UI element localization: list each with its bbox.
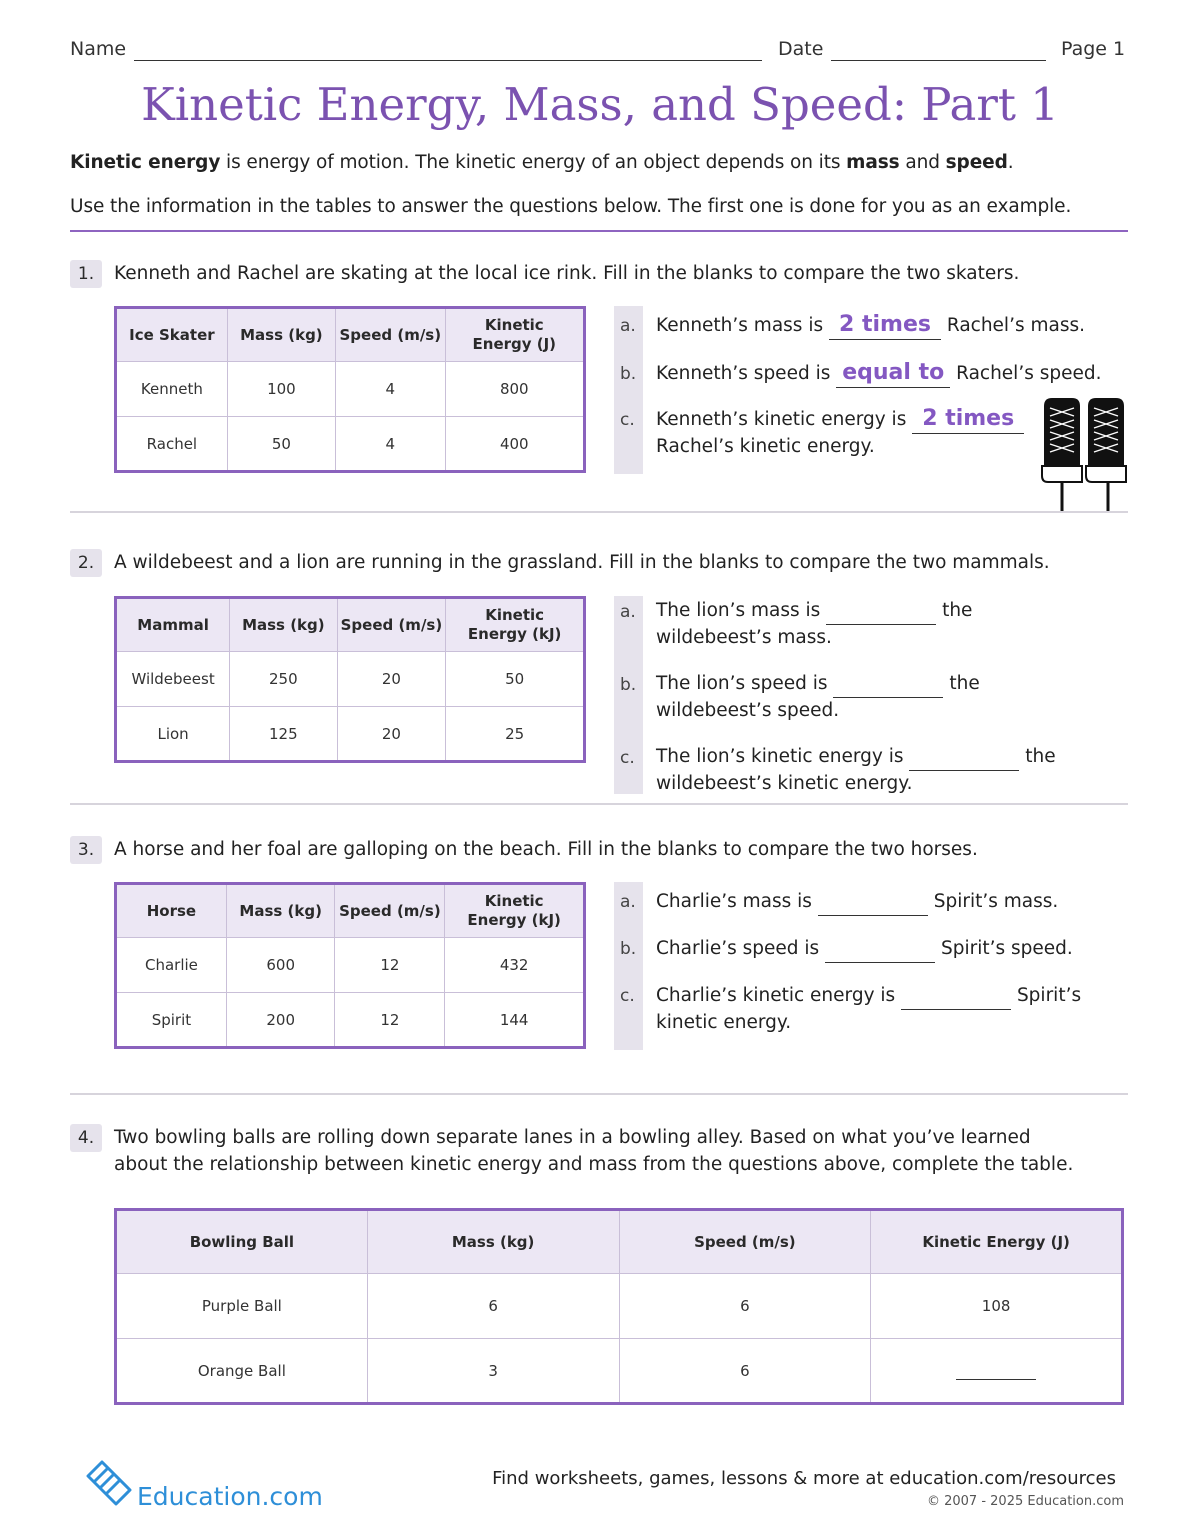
question-number-2: 2.: [70, 549, 102, 577]
table-cell: 4: [336, 417, 446, 472]
question-2a: [656, 598, 972, 651]
question-1b-text-end: Rachel’s speed.: [950, 363, 1102, 384]
question-1c-text-end: Rachel’s kinetic energy.: [656, 436, 875, 457]
intro-line-2: Use the information in the tables to answer the questions below. The first one is done for you as an example.: [70, 196, 1072, 217]
footer-copyright: © 2007 - 2025 Education.com: [926, 1494, 1124, 1509]
table-cell: 400: [445, 417, 584, 472]
table-cell: 12: [335, 938, 445, 993]
question-1a: [656, 312, 1085, 340]
table-cell: 12: [335, 993, 445, 1048]
divider: [70, 511, 1128, 513]
answer-letter: b.: [620, 364, 637, 384]
table-cell: Lion: [116, 707, 230, 762]
table-cell: 600: [226, 938, 335, 993]
answer-blank-1b[interactable]: [836, 360, 950, 388]
intro-term-speed: speed: [945, 152, 1008, 173]
question-3b: [656, 936, 1073, 963]
question-2b-line-2: wildebeest’s speed.: [656, 700, 840, 721]
question-2a-line-2: wildebeest’s mass.: [656, 627, 832, 648]
footer-tagline: Find worksheets, games, lessons & more at education.com/resources: [492, 1468, 1116, 1489]
question-3b-text-end: Spirit’s speed.: [935, 938, 1073, 959]
question-1c: [656, 406, 1024, 460]
table-header: Horse: [116, 884, 227, 938]
table-row: [116, 1339, 1123, 1404]
answer-blank-1c[interactable]: [912, 406, 1024, 434]
table-cell: 100: [227, 362, 335, 417]
table-cell: 50: [446, 652, 585, 707]
question-1b-text: Kenneth’s speed is: [656, 363, 837, 384]
intro-term-kinetic-energy: Kinetic energy: [70, 152, 221, 173]
question-1a-text-end: Rachel’s mass.: [940, 315, 1085, 336]
table-row: [116, 417, 585, 472]
table-cell: Charlie: [116, 938, 227, 993]
divider: [70, 803, 1128, 805]
question-1a-text: Kenneth’s mass is: [656, 315, 829, 336]
question-2a-text: The lion’s mass is: [656, 600, 827, 621]
name-label: Name: [70, 38, 127, 60]
table-header: Kinetic Energy (kJ): [446, 598, 585, 652]
intro-text-1: is energy of motion. The kinetic energy of an object depends on its: [220, 152, 847, 173]
answer-blank-1a[interactable]: [829, 312, 941, 340]
table-cell: 20: [337, 652, 446, 707]
table-header: Speed (m/s): [337, 598, 446, 652]
divider: [70, 230, 1128, 232]
table-cell: 6: [619, 1339, 871, 1404]
table-cell: 125: [230, 707, 337, 762]
table-cell: 20: [337, 707, 446, 762]
divider: [70, 1093, 1128, 1095]
table-row: [116, 707, 585, 762]
question-3a-text: Charlie’s mass is: [656, 891, 818, 912]
table-cell: 144: [445, 993, 585, 1048]
education-logo-icon: [84, 1458, 134, 1508]
table-cell: Purple Ball: [116, 1274, 368, 1339]
answer-letter: a.: [620, 316, 636, 336]
table-cell-answer[interactable]: [871, 1339, 1123, 1404]
ice-skates-icon: [1038, 396, 1130, 514]
question-3c: [656, 983, 1081, 1036]
table-cell: Orange Ball: [116, 1339, 368, 1404]
answer-blank-4[interactable]: [956, 1361, 1036, 1380]
answer-blank-3a[interactable]: [818, 889, 928, 916]
answer-blank-2b[interactable]: [833, 671, 943, 698]
answer-letter: c.: [620, 986, 635, 1006]
table-header: Ice Skater: [116, 308, 228, 362]
table-cell: 432: [445, 938, 585, 993]
answer-letter: a.: [620, 602, 636, 622]
answer-letter: a.: [620, 892, 636, 912]
table-horses: [114, 882, 586, 1049]
answer-blank-3c[interactable]: [901, 983, 1011, 1010]
answer-letter: c.: [620, 410, 635, 430]
table-header: Bowling Ball: [116, 1210, 368, 1274]
question-3c-text: Charlie’s kinetic energy is: [656, 985, 902, 1006]
question-1c-text: Kenneth’s kinetic energy is: [656, 409, 913, 430]
answer-1c: 2 times: [922, 406, 1015, 431]
intro-line-1: [70, 152, 1014, 173]
table-cell: 800: [445, 362, 584, 417]
table-header: Kinetic Energy (kJ): [445, 884, 585, 938]
answer-1b: equal to: [842, 360, 945, 385]
table-header: Mass (kg): [227, 308, 335, 362]
answer-1a: 2 times: [839, 312, 931, 337]
table-header: Mammal: [116, 598, 230, 652]
question-3b-text: Charlie’s speed is: [656, 938, 826, 959]
answer-letter: b.: [620, 939, 637, 959]
question-2a-text-end: the: [936, 600, 973, 621]
question-number-1: 1.: [70, 260, 102, 288]
table-cell: 250: [230, 652, 337, 707]
table-cell: 6: [367, 1274, 619, 1339]
table-cell: 108: [871, 1274, 1123, 1339]
table-header: Kinetic Energy (J): [871, 1210, 1123, 1274]
table-cell: 25: [446, 707, 585, 762]
question-2c-line-2: wildebeest’s kinetic energy.: [656, 773, 913, 794]
table-row: [116, 938, 585, 993]
question-text-2: A wildebeest and a lion are running in the grassland. Fill in the blanks to compare the two mammals.: [114, 552, 1050, 573]
answer-letter: c.: [620, 748, 635, 768]
answer-blank-2c[interactable]: [909, 744, 1019, 771]
question-2c-text-end: the: [1019, 746, 1056, 767]
table-header: Speed (m/s): [335, 884, 445, 938]
table-row: [116, 362, 585, 417]
table-cell: 50: [227, 417, 335, 472]
table-cell: 6: [619, 1274, 871, 1339]
table-cell: Spirit: [116, 993, 227, 1048]
question-2b-text: The lion’s speed is: [656, 673, 834, 694]
question-3a-text-end: Spirit’s mass.: [927, 891, 1059, 912]
table-cell: Rachel: [116, 417, 228, 472]
table-cell: 4: [336, 362, 446, 417]
date-field[interactable]: [831, 60, 1046, 61]
table-row: [116, 1274, 1123, 1339]
question-text-4-line-1: Two bowling balls are rolling down separate lanes in a bowling alley. Based on what you’ve learned: [114, 1127, 1031, 1148]
question-number-4: 4.: [70, 1124, 102, 1152]
answer-blank-3b[interactable]: [825, 936, 935, 963]
question-3c-line-2: kinetic energy.: [656, 1012, 792, 1033]
name-field[interactable]: [134, 60, 762, 61]
question-text-4-line-2: about the relationship between kinetic energy and mass from the questions above, complete the table.: [114, 1154, 1074, 1175]
table-mammals: [114, 596, 586, 763]
question-text-1: Kenneth and Rachel are skating at the local ice rink. Fill in the blanks to compare the two skaters.: [114, 263, 1020, 284]
question-text-3: A horse and her foal are galloping on the beach. Fill in the blanks to compare the two horses.: [114, 839, 978, 860]
question-2b-text-end: the: [943, 673, 980, 694]
question-2b: [656, 671, 980, 724]
table-cell: 3: [367, 1339, 619, 1404]
page-number: Page 1: [1061, 38, 1126, 60]
table-row: [116, 652, 585, 707]
table-cell: 200: [226, 993, 335, 1048]
question-2c-text: The lion’s kinetic energy is: [656, 746, 910, 767]
table-row: [116, 993, 585, 1048]
question-3c-text-end: Spirit’s: [1011, 985, 1082, 1006]
question-2c: [656, 744, 1056, 797]
table-cell: Wildebeest: [116, 652, 230, 707]
question-1b: [656, 360, 1102, 388]
table-header: Mass (kg): [226, 884, 335, 938]
answer-blank-2a[interactable]: [826, 598, 936, 625]
table-header: Kinetic Energy (J): [445, 308, 584, 362]
date-label: Date: [778, 38, 824, 60]
answer-letter: b.: [620, 675, 637, 695]
education-logo-text: Education.com: [137, 1482, 323, 1511]
table-header: Mass (kg): [230, 598, 337, 652]
table-cell: Kenneth: [116, 362, 228, 417]
intro-text-2: and: [899, 152, 946, 173]
intro-text-3: .: [1007, 152, 1014, 173]
question-3a: [656, 889, 1058, 916]
table-header: Mass (kg): [367, 1210, 619, 1274]
page-title: Kinetic Energy, Mass, and Speed: Part 1: [141, 78, 1059, 131]
table-header: Speed (m/s): [619, 1210, 871, 1274]
intro-term-mass: mass: [846, 152, 900, 173]
table-bowling-balls: [114, 1208, 1124, 1405]
table-header: Speed (m/s): [336, 308, 446, 362]
table-ice-skaters: [114, 306, 586, 473]
question-number-3: 3.: [70, 836, 102, 864]
